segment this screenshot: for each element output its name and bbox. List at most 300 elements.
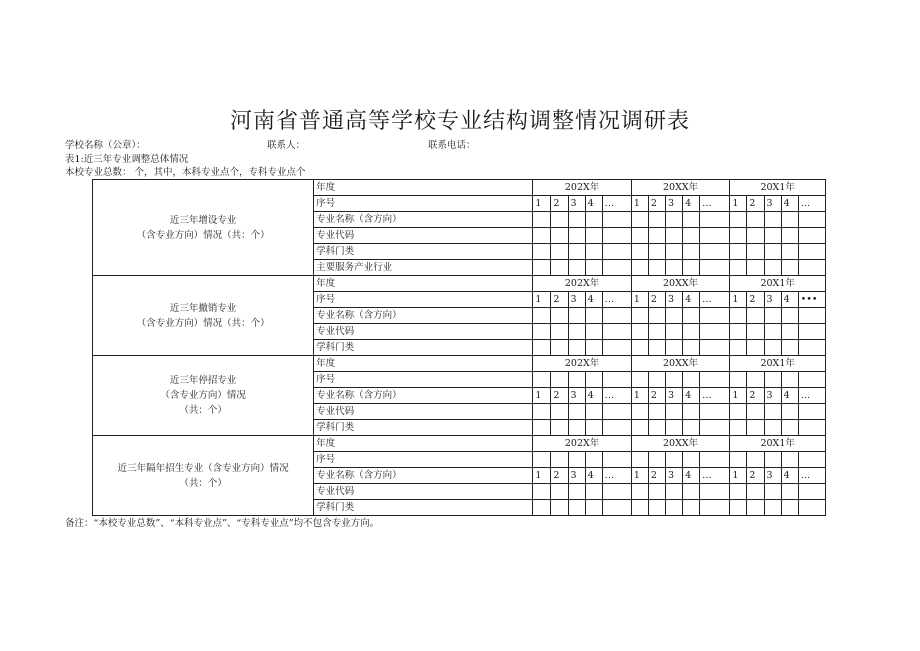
empty-cell bbox=[551, 228, 568, 244]
empty-cell bbox=[585, 228, 602, 244]
index-cell: 1 bbox=[730, 468, 747, 484]
empty-cell bbox=[764, 452, 781, 468]
index-cell: 1 bbox=[631, 468, 648, 484]
empty-cell bbox=[683, 244, 700, 260]
index-cell: 1 bbox=[533, 468, 551, 484]
empty-cell bbox=[631, 308, 648, 324]
section-label: 近三年增设专业 （含专业方向）情况（共：个） bbox=[93, 180, 314, 276]
empty-cell bbox=[602, 340, 631, 356]
year-header: 20XX年 bbox=[631, 180, 730, 196]
table-row bbox=[93, 180, 826, 196]
index-cell: … bbox=[602, 292, 631, 308]
empty-cell bbox=[781, 212, 798, 228]
empty-cell bbox=[798, 308, 825, 324]
index-cell: 3 bbox=[568, 388, 585, 404]
empty-cell bbox=[551, 308, 568, 324]
empty-cell bbox=[585, 260, 602, 276]
empty-cell bbox=[631, 500, 648, 516]
row-label: 序号 bbox=[314, 196, 533, 212]
index-cell: 2 bbox=[551, 388, 568, 404]
empty-cell bbox=[533, 404, 551, 420]
empty-cell bbox=[798, 404, 825, 420]
empty-cell bbox=[665, 340, 682, 356]
index-cell: 1 bbox=[631, 196, 648, 212]
empty-cell bbox=[781, 324, 798, 340]
empty-cell bbox=[764, 340, 781, 356]
row-label: 专业名称（含方向） bbox=[314, 212, 533, 228]
empty-cell bbox=[568, 308, 585, 324]
empty-cell bbox=[551, 404, 568, 420]
row-label: 主要服务产业行业 bbox=[314, 260, 533, 276]
index-cell: 2 bbox=[648, 388, 665, 404]
empty-cell bbox=[730, 212, 747, 228]
empty-cell bbox=[602, 244, 631, 260]
index-cell: 4 bbox=[683, 292, 700, 308]
empty-cell bbox=[648, 244, 665, 260]
empty-cell bbox=[700, 452, 730, 468]
empty-cell bbox=[747, 212, 764, 228]
empty-cell bbox=[730, 260, 747, 276]
empty-cell bbox=[781, 372, 798, 388]
empty-cell bbox=[533, 260, 551, 276]
empty-cell bbox=[533, 340, 551, 356]
empty-cell bbox=[730, 484, 747, 500]
empty-cell bbox=[683, 420, 700, 436]
index-cell: 4 bbox=[683, 196, 700, 212]
empty-cell bbox=[747, 308, 764, 324]
empty-cell bbox=[683, 500, 700, 516]
row-label: 专业名称（含方向） bbox=[314, 468, 533, 484]
empty-cell bbox=[568, 340, 585, 356]
empty-cell bbox=[747, 244, 764, 260]
empty-cell bbox=[568, 372, 585, 388]
empty-cell bbox=[533, 484, 551, 500]
empty-cell bbox=[665, 484, 682, 500]
empty-cell bbox=[665, 452, 682, 468]
empty-cell bbox=[665, 308, 682, 324]
index-cell: 3 bbox=[764, 468, 781, 484]
empty-cell bbox=[764, 500, 781, 516]
empty-cell bbox=[781, 404, 798, 420]
empty-cell bbox=[764, 324, 781, 340]
row-label: 专业代码 bbox=[314, 484, 533, 500]
empty-cell bbox=[551, 372, 568, 388]
empty-cell bbox=[665, 372, 682, 388]
empty-cell bbox=[602, 228, 631, 244]
empty-cell bbox=[585, 324, 602, 340]
empty-cell bbox=[648, 372, 665, 388]
empty-cell bbox=[798, 500, 825, 516]
empty-cell bbox=[730, 452, 747, 468]
empty-cell bbox=[683, 484, 700, 500]
index-cell: 2 bbox=[747, 388, 764, 404]
index-cell: 2 bbox=[747, 468, 764, 484]
year-header: 202X年 bbox=[533, 356, 632, 372]
empty-cell bbox=[631, 212, 648, 228]
row-label: 学科门类 bbox=[314, 420, 533, 436]
empty-cell bbox=[798, 452, 825, 468]
empty-cell bbox=[602, 404, 631, 420]
empty-cell bbox=[602, 372, 631, 388]
index-cell: 3 bbox=[764, 196, 781, 212]
empty-cell bbox=[764, 308, 781, 324]
empty-cell bbox=[798, 420, 825, 436]
empty-cell bbox=[551, 484, 568, 500]
empty-cell bbox=[533, 212, 551, 228]
index-cell: 1 bbox=[730, 196, 747, 212]
page-title: 河南省普通高等学校专业结构调整情况调研表 bbox=[229, 109, 690, 134]
empty-cell bbox=[747, 404, 764, 420]
empty-cell bbox=[700, 404, 730, 420]
empty-cell bbox=[730, 372, 747, 388]
row-label: 专业名称（含方向） bbox=[314, 388, 533, 404]
empty-cell bbox=[631, 484, 648, 500]
table-row bbox=[93, 276, 826, 292]
section-label: 近三年停招专业 （含专业方向）情况 （共：个） bbox=[93, 356, 314, 436]
empty-cell bbox=[730, 404, 747, 420]
index-cell: … bbox=[700, 388, 730, 404]
empty-cell bbox=[781, 228, 798, 244]
empty-cell bbox=[533, 500, 551, 516]
empty-cell bbox=[533, 372, 551, 388]
index-cell: 2 bbox=[747, 292, 764, 308]
empty-cell bbox=[665, 244, 682, 260]
empty-cell bbox=[781, 500, 798, 516]
index-cell: 4 bbox=[781, 388, 798, 404]
index-cell: 3 bbox=[568, 292, 585, 308]
empty-cell bbox=[781, 244, 798, 260]
empty-cell bbox=[551, 452, 568, 468]
empty-cell bbox=[781, 340, 798, 356]
empty-cell bbox=[781, 420, 798, 436]
index-cell: 4 bbox=[585, 468, 602, 484]
empty-cell bbox=[700, 212, 730, 228]
empty-cell bbox=[568, 500, 585, 516]
index-cell: 2 bbox=[747, 196, 764, 212]
empty-cell bbox=[747, 324, 764, 340]
empty-cell bbox=[700, 308, 730, 324]
empty-cell bbox=[730, 228, 747, 244]
empty-cell bbox=[798, 212, 825, 228]
remark-note: 备注：“本校专业总数”、“本科专业点”、“专科专业点”均不包含专业方向。 bbox=[65, 518, 380, 529]
index-cell: 4 bbox=[585, 196, 602, 212]
index-cell: 4 bbox=[781, 196, 798, 212]
contact-person-label: 联系人： bbox=[267, 140, 306, 151]
year-header: 20XX年 bbox=[631, 436, 730, 452]
empty-cell bbox=[700, 340, 730, 356]
empty-cell bbox=[631, 420, 648, 436]
index-cell: 2 bbox=[551, 196, 568, 212]
index-cell: … bbox=[700, 468, 730, 484]
empty-cell bbox=[568, 484, 585, 500]
empty-cell bbox=[747, 372, 764, 388]
empty-cell bbox=[551, 212, 568, 228]
empty-cell bbox=[585, 484, 602, 500]
empty-cell bbox=[683, 260, 700, 276]
empty-cell bbox=[631, 324, 648, 340]
empty-cell bbox=[585, 372, 602, 388]
empty-cell bbox=[602, 260, 631, 276]
empty-cell bbox=[730, 244, 747, 260]
empty-cell bbox=[648, 404, 665, 420]
row-label: 序号 bbox=[314, 372, 533, 388]
totals-line: 本校专业总数： 个，其中，本科专业点个，专科专业点个 bbox=[65, 167, 306, 178]
row-label: 序号 bbox=[314, 452, 533, 468]
empty-cell bbox=[602, 484, 631, 500]
empty-cell bbox=[631, 372, 648, 388]
empty-cell bbox=[533, 420, 551, 436]
empty-cell bbox=[747, 452, 764, 468]
empty-cell bbox=[648, 260, 665, 276]
year-header: 20X1年 bbox=[730, 436, 826, 452]
empty-cell bbox=[568, 452, 585, 468]
index-cell: … bbox=[602, 196, 631, 212]
row-label: 专业代码 bbox=[314, 228, 533, 244]
empty-cell bbox=[631, 244, 648, 260]
empty-cell bbox=[781, 484, 798, 500]
empty-cell bbox=[533, 308, 551, 324]
empty-cell bbox=[631, 228, 648, 244]
empty-cell bbox=[585, 308, 602, 324]
empty-cell bbox=[781, 308, 798, 324]
index-cell: 3 bbox=[764, 292, 781, 308]
empty-cell bbox=[665, 324, 682, 340]
year-header: 20XX年 bbox=[631, 276, 730, 292]
empty-cell bbox=[700, 260, 730, 276]
empty-cell bbox=[631, 452, 648, 468]
empty-cell bbox=[700, 228, 730, 244]
empty-cell bbox=[631, 404, 648, 420]
row-label: 专业代码 bbox=[314, 404, 533, 420]
section-label: 近三年撤销专业 （含专业方向）情况（共：个） bbox=[93, 276, 314, 356]
empty-cell bbox=[551, 324, 568, 340]
empty-cell bbox=[747, 484, 764, 500]
empty-cell bbox=[631, 340, 648, 356]
table-caption: 表1:近三年专业调整总体情况 bbox=[65, 154, 189, 165]
school-name-label: 学校名称（公章）： bbox=[65, 140, 146, 151]
empty-cell bbox=[798, 340, 825, 356]
empty-cell bbox=[764, 228, 781, 244]
row-label: 序号 bbox=[314, 292, 533, 308]
empty-cell bbox=[665, 260, 682, 276]
index-cell: 1 bbox=[631, 292, 648, 308]
empty-cell bbox=[631, 260, 648, 276]
empty-cell bbox=[683, 404, 700, 420]
empty-cell bbox=[648, 228, 665, 244]
row-label: 学科门类 bbox=[314, 340, 533, 356]
index-cell: 1 bbox=[631, 388, 648, 404]
empty-cell bbox=[585, 340, 602, 356]
empty-cell bbox=[585, 452, 602, 468]
empty-cell bbox=[533, 324, 551, 340]
row-label: 年度 bbox=[314, 436, 533, 452]
index-cell: 4 bbox=[585, 388, 602, 404]
empty-cell bbox=[648, 340, 665, 356]
index-cell: 3 bbox=[665, 388, 682, 404]
empty-cell bbox=[683, 372, 700, 388]
adjustment-table bbox=[92, 179, 826, 516]
empty-cell bbox=[764, 484, 781, 500]
index-cell: 1 bbox=[533, 388, 551, 404]
index-cell: 3 bbox=[665, 196, 682, 212]
empty-cell bbox=[602, 212, 631, 228]
empty-cell bbox=[551, 500, 568, 516]
empty-cell bbox=[764, 420, 781, 436]
index-cell: 3 bbox=[568, 468, 585, 484]
empty-cell bbox=[665, 212, 682, 228]
index-cell: 3 bbox=[764, 388, 781, 404]
index-cell: … bbox=[602, 468, 631, 484]
empty-cell bbox=[602, 452, 631, 468]
empty-cell bbox=[700, 500, 730, 516]
empty-cell bbox=[665, 404, 682, 420]
empty-cell bbox=[764, 212, 781, 228]
index-cell: 1 bbox=[533, 292, 551, 308]
index-cell: 1 bbox=[533, 196, 551, 212]
empty-cell bbox=[568, 212, 585, 228]
empty-cell bbox=[700, 372, 730, 388]
empty-cell bbox=[700, 244, 730, 260]
index-cell: 2 bbox=[551, 468, 568, 484]
empty-cell bbox=[764, 372, 781, 388]
empty-cell bbox=[551, 340, 568, 356]
contact-phone-label: 联系电话： bbox=[428, 140, 476, 151]
index-cell: 2 bbox=[648, 292, 665, 308]
index-cell: … bbox=[798, 468, 825, 484]
row-label: 专业名称（含方向） bbox=[314, 308, 533, 324]
row-label: 年度 bbox=[314, 180, 533, 196]
empty-cell bbox=[585, 244, 602, 260]
empty-cell bbox=[648, 500, 665, 516]
empty-cell bbox=[764, 244, 781, 260]
index-cell: 4 bbox=[781, 292, 798, 308]
table-row bbox=[93, 436, 826, 452]
empty-cell bbox=[798, 244, 825, 260]
empty-cell bbox=[798, 324, 825, 340]
empty-cell bbox=[585, 500, 602, 516]
empty-cell bbox=[568, 228, 585, 244]
empty-cell bbox=[585, 420, 602, 436]
section-label: 近三年隔年招生专业（含专业方向）情况 （共：个） bbox=[93, 436, 314, 516]
empty-cell bbox=[585, 212, 602, 228]
row-label: 专业代码 bbox=[314, 324, 533, 340]
empty-cell bbox=[533, 244, 551, 260]
index-cell: 2 bbox=[648, 196, 665, 212]
empty-cell bbox=[764, 260, 781, 276]
year-header: 20X1年 bbox=[730, 356, 826, 372]
empty-cell bbox=[730, 420, 747, 436]
index-cell: 3 bbox=[568, 196, 585, 212]
empty-cell bbox=[700, 420, 730, 436]
empty-cell bbox=[764, 404, 781, 420]
empty-cell bbox=[700, 324, 730, 340]
index-cell: … bbox=[700, 292, 730, 308]
empty-cell bbox=[648, 484, 665, 500]
year-header: 202X年 bbox=[533, 436, 632, 452]
empty-cell bbox=[798, 228, 825, 244]
empty-cell bbox=[568, 404, 585, 420]
year-header: 20X1年 bbox=[730, 180, 826, 196]
empty-cell bbox=[683, 324, 700, 340]
year-header: 20X1年 bbox=[730, 276, 826, 292]
empty-cell bbox=[730, 308, 747, 324]
table-row bbox=[93, 356, 826, 372]
empty-cell bbox=[747, 260, 764, 276]
empty-cell bbox=[602, 324, 631, 340]
empty-cell bbox=[781, 260, 798, 276]
empty-cell bbox=[551, 420, 568, 436]
empty-cell bbox=[781, 452, 798, 468]
year-header: 202X年 bbox=[533, 180, 632, 196]
empty-cell bbox=[798, 372, 825, 388]
index-cell: … bbox=[602, 388, 631, 404]
empty-cell bbox=[747, 228, 764, 244]
empty-cell bbox=[533, 228, 551, 244]
index-cell: 1 bbox=[730, 292, 747, 308]
row-label: 学科门类 bbox=[314, 500, 533, 516]
empty-cell bbox=[648, 420, 665, 436]
empty-cell bbox=[665, 228, 682, 244]
index-cell: ••• bbox=[798, 292, 825, 308]
empty-cell bbox=[551, 244, 568, 260]
empty-cell bbox=[602, 308, 631, 324]
empty-cell bbox=[648, 212, 665, 228]
empty-cell bbox=[683, 308, 700, 324]
empty-cell bbox=[568, 244, 585, 260]
index-cell: … bbox=[700, 196, 730, 212]
index-cell: … bbox=[798, 196, 825, 212]
empty-cell bbox=[730, 500, 747, 516]
empty-cell bbox=[551, 260, 568, 276]
empty-cell bbox=[568, 324, 585, 340]
year-header: 20XX年 bbox=[631, 356, 730, 372]
empty-cell bbox=[798, 484, 825, 500]
index-cell: 1 bbox=[730, 388, 747, 404]
empty-cell bbox=[798, 260, 825, 276]
index-cell: 4 bbox=[683, 468, 700, 484]
empty-cell bbox=[683, 212, 700, 228]
index-cell: … bbox=[798, 388, 825, 404]
index-cell: 3 bbox=[665, 292, 682, 308]
row-label: 年度 bbox=[314, 356, 533, 372]
empty-cell bbox=[700, 484, 730, 500]
index-cell: 2 bbox=[648, 468, 665, 484]
empty-cell bbox=[683, 228, 700, 244]
empty-cell bbox=[602, 500, 631, 516]
empty-cell bbox=[533, 452, 551, 468]
index-cell: 4 bbox=[683, 388, 700, 404]
empty-cell bbox=[648, 452, 665, 468]
empty-cell bbox=[747, 500, 764, 516]
empty-cell bbox=[648, 308, 665, 324]
row-label: 学科门类 bbox=[314, 244, 533, 260]
index-cell: 2 bbox=[551, 292, 568, 308]
empty-cell bbox=[730, 324, 747, 340]
empty-cell bbox=[747, 340, 764, 356]
row-label: 年度 bbox=[314, 276, 533, 292]
empty-cell bbox=[568, 260, 585, 276]
empty-cell bbox=[585, 404, 602, 420]
empty-cell bbox=[730, 340, 747, 356]
empty-cell bbox=[665, 500, 682, 516]
index-cell: 3 bbox=[665, 468, 682, 484]
year-header: 202X年 bbox=[533, 276, 632, 292]
empty-cell bbox=[683, 452, 700, 468]
empty-cell bbox=[665, 420, 682, 436]
empty-cell bbox=[602, 420, 631, 436]
empty-cell bbox=[683, 340, 700, 356]
index-cell: 4 bbox=[585, 292, 602, 308]
